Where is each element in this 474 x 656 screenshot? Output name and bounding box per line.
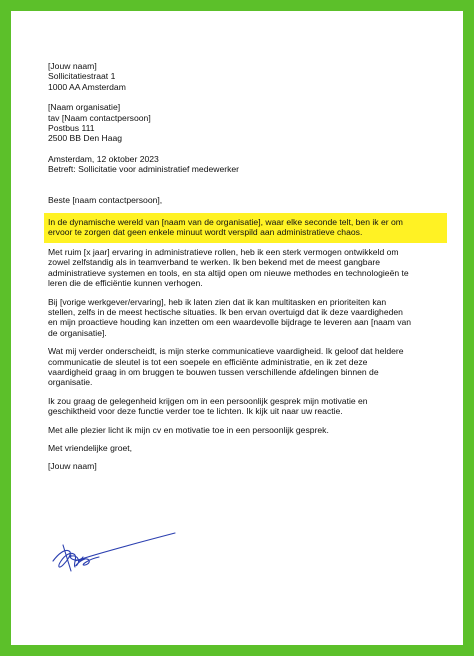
highlight-line: In de dynamische wereld van [naam van de organisatie], waar elke seconde telt, ben ik er om bbox=[48, 217, 403, 228]
signoff-name: [Jouw naam] bbox=[48, 461, 97, 472]
sender-city: 1000 AA Amsterdam bbox=[48, 81, 126, 92]
paragraph-previous-employer bbox=[48, 297, 443, 339]
paragraph-line: Bij [vorige werkgever/ervaring], heb ik laten zien dat ik kan multitasken en prioriteiten kan bbox=[48, 296, 387, 307]
paragraph-line: de organisatie]. bbox=[48, 327, 107, 338]
paragraph-experience bbox=[48, 247, 443, 289]
paragraph-line: geschiktheid voor deze functie verder toe te lichten. Ik kijk uit naar uw reactie. bbox=[48, 406, 343, 417]
place-date: Amsterdam, 12 oktober 2023 bbox=[48, 153, 159, 164]
letter-content bbox=[48, 61, 443, 472]
highlight-line: ervoor te zorgen dat geen enkele minuut wordt verspild aan administratieve chaos. bbox=[48, 227, 363, 238]
recipient-city: 2500 BB Den Haag bbox=[48, 133, 123, 144]
sender-address bbox=[48, 61, 443, 92]
letter-page bbox=[11, 11, 463, 645]
highlighted-intro bbox=[44, 213, 447, 243]
paragraph-line: stellen, zelfs in de meest hectische situaties. Ik ben ervan overtuigd dat ik deze vaardigheden bbox=[48, 306, 403, 317]
salutation: Beste [naam contactpersoon], bbox=[48, 194, 163, 205]
paragraph-line: Ik zou graag de gelegenheid krijgen om in een persoonlijk gesprek mijn motivatie en bbox=[48, 395, 368, 406]
paragraph-interview bbox=[48, 396, 443, 417]
paragraph-line: zowel zelfstandig als in teamverband te werken. Ik ben bekend met de meest gangbare bbox=[48, 257, 381, 268]
paragraph-line: leren die de efficiëntie kunnen verhogen. bbox=[48, 278, 203, 289]
sender-name: [Jouw naam] bbox=[48, 61, 97, 71]
recipient-contact: tav [Naam contactpersoon] bbox=[48, 112, 151, 123]
paragraph-line: en mijn proactieve houding kan inzetten om een waardevolle bijdrage te leveren aan [naam van bbox=[48, 317, 412, 328]
sender-street: Sollicitatiestraat 1 bbox=[48, 71, 116, 82]
subject-line: Betreft: Sollicitatie voor administratief medewerker bbox=[48, 164, 240, 175]
paragraph-line: Wat mij verder onderscheidt, is mijn sterke communicatieve vaardigheid. Ik geloof dat heldere bbox=[48, 346, 404, 357]
signature-icon bbox=[49, 531, 179, 576]
paragraph-line: communicatie de sleutel is tot een soepele en efficiënte administratie, en ik zet deze bbox=[48, 356, 368, 367]
paragraph-line: organisatie. bbox=[48, 377, 93, 388]
paragraph-line: Met ruim [x jaar] ervaring in administratieve rollen, heb ik een sterk vermogen ontwikkeld om bbox=[48, 246, 399, 257]
closing: Met vriendelijke groet, bbox=[48, 442, 133, 453]
recipient-address bbox=[48, 102, 443, 144]
letter-meta bbox=[48, 154, 443, 175]
paragraph-line: Met alle plezier licht ik mijn cv en motivatie toe in een persoonlijk gesprek. bbox=[48, 424, 329, 435]
recipient-organisation: [Naam organisatie] bbox=[48, 102, 121, 113]
recipient-pobox: Postbus 111 bbox=[48, 123, 95, 134]
paragraph-line: administratieve systemen en tools, en sta altijd open om nieuwe methodes en technologieën te bbox=[48, 267, 409, 278]
paragraph-line: vaardigheid graag in om bruggen te bouwen tussen verschillende afdelingen binnen de bbox=[48, 366, 379, 377]
paragraph-communication bbox=[48, 346, 443, 388]
paragraph-closing-remark bbox=[48, 425, 443, 435]
